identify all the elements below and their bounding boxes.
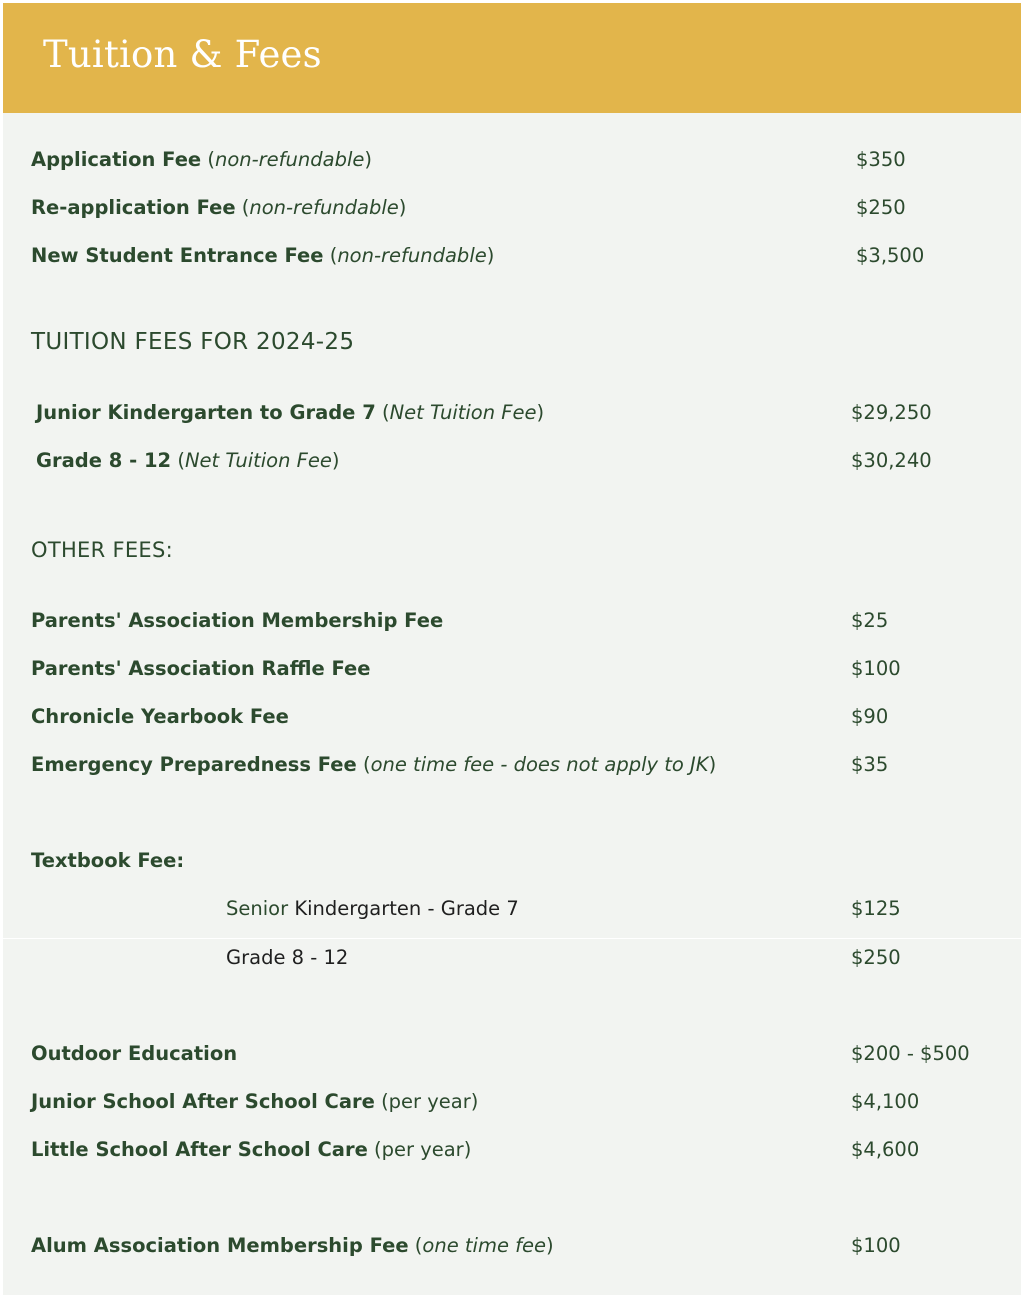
fee-row <box>3 606 1021 636</box>
row-divider <box>3 938 1021 939</box>
fee-label: Application Fee (non-refundable) <box>31 148 372 171</box>
tuition-price: $30,240 <box>851 449 932 472</box>
fee-row <box>3 193 1021 223</box>
fee-label: Little School After School Care (per year) <box>31 1138 472 1161</box>
fee-price: $4,600 <box>851 1138 920 1161</box>
fee-label: Chronicle Yearbook Fee <box>31 705 289 728</box>
tuition-label: Grade 8 - 12 (Net Tuition Fee) <box>36 449 340 472</box>
fee-price: $4,100 <box>851 1090 920 1113</box>
fees-card <box>3 3 1021 1295</box>
fee-label: Emergency Preparedness Fee (one time fee - does not apply to JK) <box>31 753 717 776</box>
fee-price: $100 <box>851 1234 901 1257</box>
textbook-row <box>3 846 1021 876</box>
tuition-heading: TUITION FEES FOR 2024-25 <box>31 329 355 355</box>
textbook-subrow <box>3 894 1021 924</box>
textbook-grade-label: Senior Kindergarten - Grade 7 <box>226 897 519 920</box>
header-banner <box>3 3 1021 113</box>
fee-row <box>3 1135 1021 1165</box>
fee-label: Re-application Fee (non-refundable) <box>31 196 407 219</box>
tuition-row <box>3 398 1021 428</box>
fee-price: $3,500 <box>856 244 925 267</box>
page-title: Tuition & Fees <box>43 33 322 76</box>
fee-label: Parents' Association Raffle Fee <box>31 657 371 680</box>
fee-price: $25 <box>851 609 889 632</box>
other-fees-heading: OTHER FEES: <box>31 538 174 562</box>
fee-price: $200 - $500 <box>851 1042 970 1065</box>
textbook-label: Textbook Fee: <box>31 849 185 872</box>
fee-price: $100 <box>851 657 901 680</box>
textbook-subrow <box>3 943 1021 973</box>
textbook-price: $250 <box>851 946 901 969</box>
tuition-price: $29,250 <box>851 401 932 424</box>
fee-row <box>3 1039 1021 1069</box>
tuition-row <box>3 446 1021 476</box>
fee-label: Parents' Association Membership Fee <box>31 609 444 632</box>
fee-row <box>3 702 1021 732</box>
fee-row <box>3 750 1021 780</box>
fee-price: $350 <box>856 148 906 171</box>
fee-price: $250 <box>856 196 906 219</box>
fee-row <box>3 654 1021 684</box>
textbook-grade-label: Grade 8 - 12 <box>226 946 349 969</box>
fee-row <box>3 1231 1021 1261</box>
tuition-label: Junior Kindergarten to Grade 7 (Net Tuition Fee) <box>36 401 545 424</box>
fee-label: New Student Entrance Fee (non-refundable) <box>31 244 495 267</box>
fee-label: Alum Association Membership Fee (one time fee) <box>31 1234 554 1257</box>
fee-row <box>3 145 1021 175</box>
fee-label: Outdoor Education <box>31 1042 238 1065</box>
textbook-price: $125 <box>851 897 901 920</box>
fee-row <box>3 1087 1021 1117</box>
fee-label: Junior School After School Care (per year) <box>31 1090 479 1113</box>
fee-price: $35 <box>851 753 889 776</box>
fee-price: $90 <box>851 705 889 728</box>
fee-row <box>3 241 1021 271</box>
